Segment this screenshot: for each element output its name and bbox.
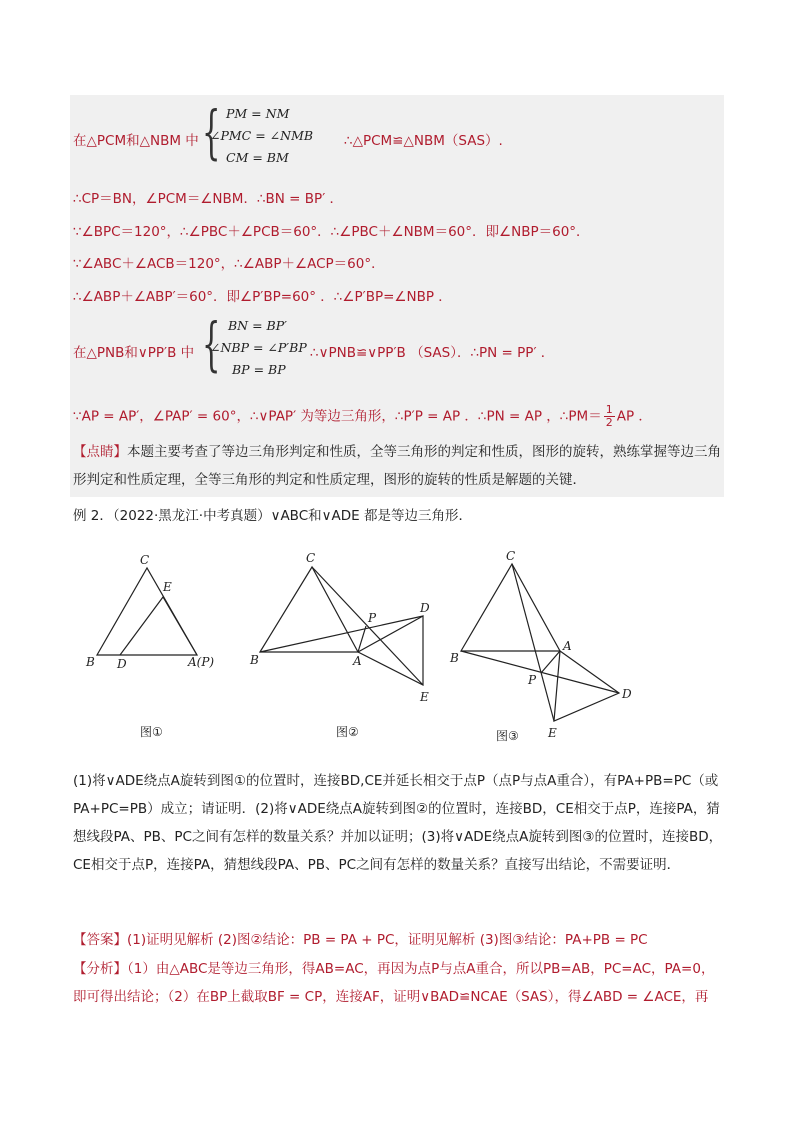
note-tag: 【点睛】 bbox=[73, 444, 127, 460]
fig1-label-a: A(P) bbox=[188, 655, 215, 669]
fig3-label-c: C bbox=[506, 549, 516, 563]
system-eq-5: ∠NBP = ∠P′BP bbox=[210, 340, 307, 355]
example-title: 例 2．（2022·黑龙江·中考真题）∨ABC和∨ADE 都是等边三角形． bbox=[73, 508, 472, 524]
analysis-paragraph bbox=[73, 955, 723, 1011]
fig3-label-a: A bbox=[563, 639, 572, 653]
solution-line-6-suffix: ∴∨PNB≌∨PP′B （SAS）．∴PN = PP′ ． bbox=[310, 345, 555, 361]
solution-line-2: ∴CP＝BN，∠PCM＝∠NBM．∴BN = BP′ ． bbox=[73, 191, 344, 207]
fig3-caption: 图③ bbox=[496, 729, 519, 743]
fig3-line-ce bbox=[512, 564, 554, 721]
answer-tag: 【答案】 bbox=[73, 932, 127, 948]
figures-svg bbox=[0, 540, 794, 770]
fig1-label-e: E bbox=[163, 580, 172, 594]
fig3-line-pa bbox=[541, 651, 560, 673]
solution-line-3: ∵∠BPC＝120°，∴∠PBC＋∠PCB＝60°．∴∠PBC＋∠NBM＝60°．即∠NBP＝60°． bbox=[73, 224, 590, 240]
fig3-line-bd bbox=[461, 651, 619, 693]
solution-line-1-prefix: 在△PCM和△NBM 中 bbox=[73, 133, 199, 149]
line-7-text: ∵AP = AP′，∠PAP′ = 60°，∴∨PAP′ 为等边三角形，∴P′P = AP ．∴PN = AP ，∴PM＝ bbox=[73, 408, 602, 425]
fig3-triangle-ade bbox=[554, 651, 619, 721]
left-brace: { bbox=[202, 310, 221, 378]
system-eq-4: BN = BP′ bbox=[228, 318, 287, 333]
fig1-caption: 图① bbox=[140, 725, 163, 739]
fig2-label-d: D bbox=[420, 601, 430, 615]
fig1-label-c: C bbox=[140, 553, 150, 567]
note-text: 本题主要考查了等边三角形判定和性质，全等三角形的判定和性质，图形的旋转，熟练掌握等边三角形判定和性质定理，全等三角形的判定和性质定理，图形的旋转的性质是解题的关键． bbox=[73, 444, 721, 488]
fraction-numerator: 1 bbox=[605, 403, 613, 416]
solution-line-5: ∴∠ABP＋∠ABP′＝60°．即∠P′BP=60° ．∴∠P′BP=∠NBP ． bbox=[73, 289, 452, 305]
question-paragraph: (1)将∨ADE绕点A旋转到图①的位置时，连接BD,CE并延长相交于点P（点P与点A重合），有PA+PB=PC（或PA+PC=PB）成立；请证明．(2)将∨ADE绕点A旋转到图②的位置时，连接BD，CE相交于点P，连接PA，猜想线段PA、PB、PC之间有怎样的数量关系？并加以证明；(3)将∨ADE绕点A旋转到图③的位置时，连接BD，CE相交于点P，连接PA，猜想线段PA、PB、PC之间有怎样的数量关系？直接写出结论，不需要证明． bbox=[73, 773, 723, 873]
fraction bbox=[604, 404, 615, 429]
system-eq-6: BP = BP bbox=[232, 362, 286, 377]
analysis-text: （1）由△ABC是等边三角形，得AB=AC，再因为点P与点A重合，所以PB=AB，PC=AC，PA=0，即可得出结论；（2）在BP上截取BF = CP，连接AF，证明∨BAD≌NCAE（SAS），得∠ABD = ∠ACE，再 bbox=[73, 961, 715, 1005]
fig2-label-p: P bbox=[368, 611, 377, 625]
fig3-triangle-abc bbox=[461, 564, 560, 651]
fig3-label-d: D bbox=[622, 687, 632, 701]
note-paragraph bbox=[73, 438, 723, 494]
answer-text: (1)证明见解析 (2)图②结论：PB = PA + PC，证明见解析 (3)图③结论：PA+PB = PC bbox=[127, 932, 648, 948]
left-brace: { bbox=[202, 98, 221, 166]
fig3-label-e: E bbox=[548, 726, 557, 740]
fig1-triangle-abc bbox=[97, 568, 197, 655]
fig2-caption: 图② bbox=[336, 725, 359, 739]
solution-line-6-prefix: 在△PNB和∨PP′B 中 bbox=[73, 345, 195, 361]
fig1-triangle-ade bbox=[120, 597, 197, 655]
fig2-label-a: A bbox=[353, 654, 362, 668]
solution-line-7 bbox=[73, 404, 652, 429]
line-7-end: AP ． bbox=[616, 408, 652, 425]
system-eq-3: CM = BM bbox=[226, 150, 289, 165]
fig3-label-p: P bbox=[528, 673, 537, 687]
fig2-label-e: E bbox=[420, 690, 429, 704]
fig2-label-b: B bbox=[250, 653, 259, 667]
fig3-label-b: B bbox=[450, 651, 459, 665]
solution-line-1-suffix: ∴△PCM≌△NBM（SAS）. bbox=[344, 133, 503, 149]
fig2-line-ce bbox=[312, 567, 423, 685]
fraction-denominator: 2 bbox=[605, 416, 613, 429]
fig1-label-b: B bbox=[86, 655, 95, 669]
system-eq-2: ∠PMC = ∠NMB bbox=[210, 128, 314, 143]
analysis-tag: 【分析】 bbox=[73, 961, 127, 977]
system-eq-1: PM = NM bbox=[226, 106, 290, 121]
fig2-triangle-abc bbox=[260, 567, 358, 652]
solution-line-4: ∵∠ABC＋∠ACB＝120°，∴∠ABP＋∠ACP＝60°． bbox=[73, 256, 385, 272]
fig2-label-c: C bbox=[306, 551, 316, 565]
answer-paragraph bbox=[73, 926, 723, 954]
fig1-label-d: D bbox=[117, 657, 127, 671]
